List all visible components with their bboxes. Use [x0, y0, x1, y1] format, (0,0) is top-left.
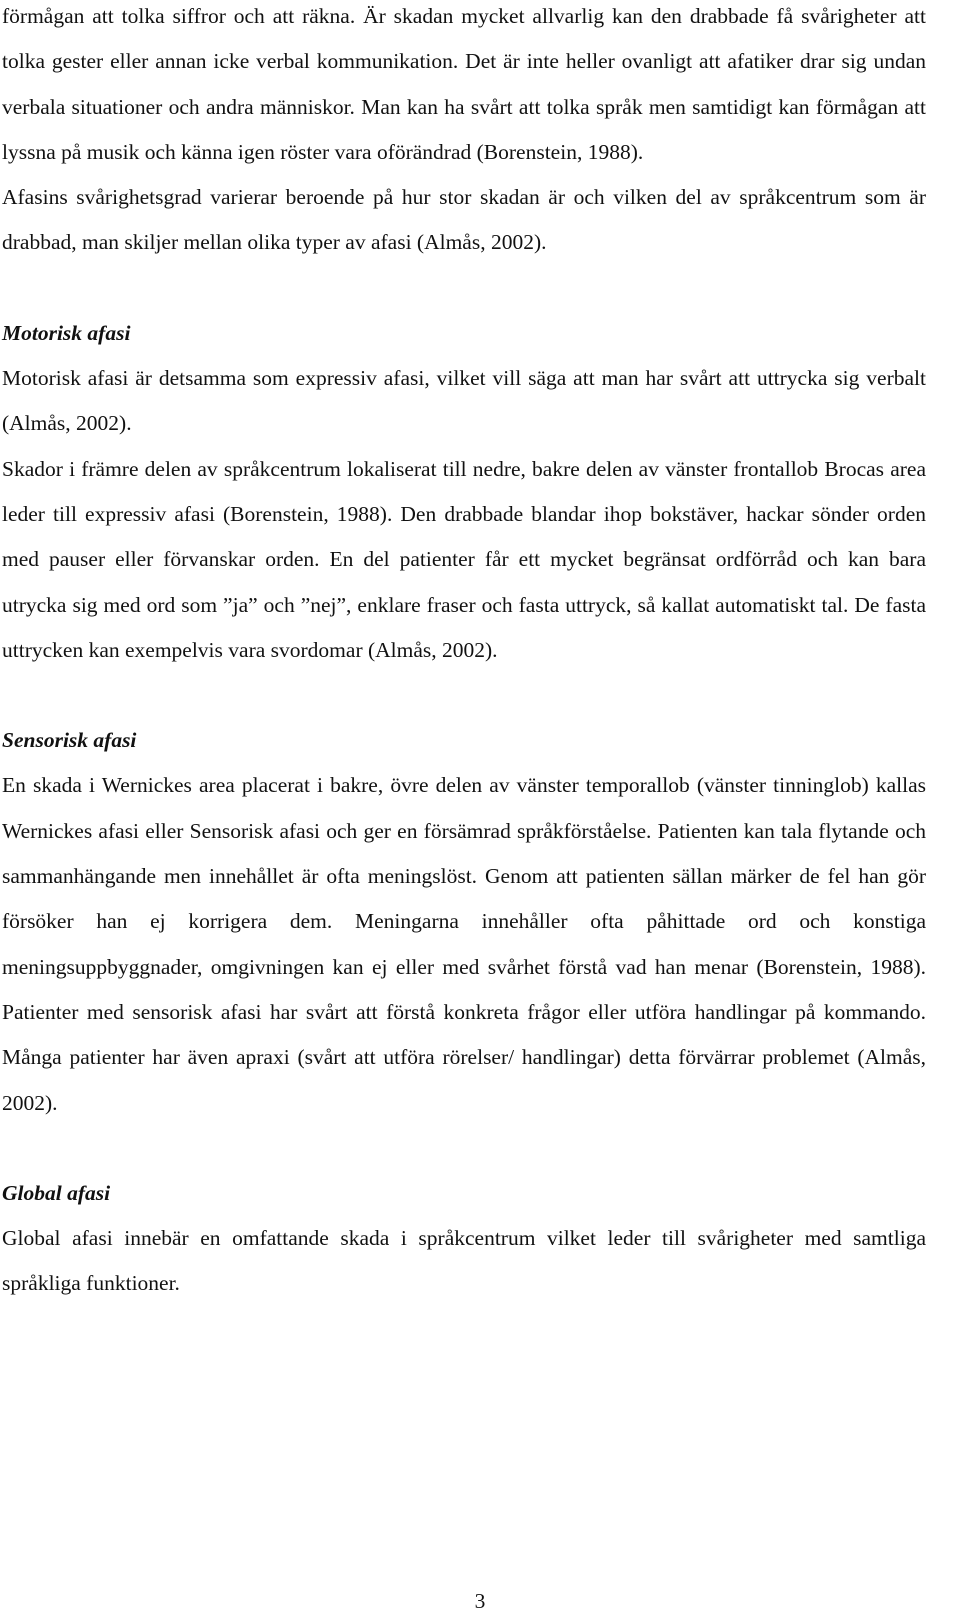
intro-paragraph-2: Afasins svårighetsgrad varierar beroende på hur stor skadan är och vilken del av språkcentrum som är drabbad, man skiljer mellan olika typer av afasi (Almås, 2002). — [2, 185, 926, 255]
page-number: 3 — [474, 1589, 486, 1613]
intro-paragraph-1: förmågan att tolka siffror och att räkna. Är skadan mycket allvarlig kan den drabbade få svårigheter att tolka gester eller annan icke verbal kommunikation. Det är inte heller ovanligt att afatiker drar sig undan verbala situationer och andra människor. Man kan ha svårt att tolka språk men samtidigt kan förmågan att lyssna på musik och känna igen röster vara oförändrad (Borenstein, 1988). — [2, 4, 926, 164]
section-heading-sensorisk: Sensorisk afasi — [2, 728, 137, 753]
motorisk-paragraph-2: Skador i främre delen av språkcentrum lokaliserat till nedre, bakre delen av vänster frontallob Brocas area leder till expressiv afasi (Borenstein, 1988). Den drabbade blandar ihop bokstäver, hackar sönder orden med pauser eller förvanskar orden. En del patienter får ett mycket begränsat ordförråd och kan bara utrycka sig med ord som ”ja” och ”nej”, enklare fraser och fasta uttryck, så kallat automatiskt tal. De fasta uttrycken kan exempelvis vara svordomar (Almås, 2002). — [2, 456, 926, 662]
motorisk-paragraph-1: Motorisk afasi är detsamma som expressiv afasi, vilket vill säga att man har svårt att uttrycka sig verbalt (Almås, 2002). — [2, 366, 926, 436]
global-paragraph-1: Global afasi innebär en omfattande skada i språkcentrum vilket leder till svårigheter med samtliga språkliga funktioner. — [2, 1226, 926, 1296]
section-heading-global: Global afasi — [2, 1180, 111, 1205]
document-page — [2, 0, 926, 1307]
section-heading-motorisk: Motorisk afasi — [2, 320, 131, 345]
sensorisk-paragraph-1: En skada i Wernickes area placerat i bakre, övre delen av vänster temporallob (vänster tinninglob) kallas Wernickes afasi eller Sensorisk afasi och ger en försämrad språkförståelse. Patienten kan tala flytande och sammanhängande men innehållet är ofta meningslöst. Genom att patienten sällan märker de fel han gör försöker han ej korrigera dem. Meningarna innehåller ofta påhittade ord och konstiga meningsuppbyggnader, omgivningen kan ej eller med svårhet förstå vad han menar (Borenstein, 1988). Patienter med sensorisk afasi har svårt att förstå konkreta frågor eller utföra handlingar på kommando. Många patienter har även apraxi (svårt att utföra rörelser/ handlingar) detta förvärrar problemet (Almås, 2002). — [2, 773, 926, 1115]
